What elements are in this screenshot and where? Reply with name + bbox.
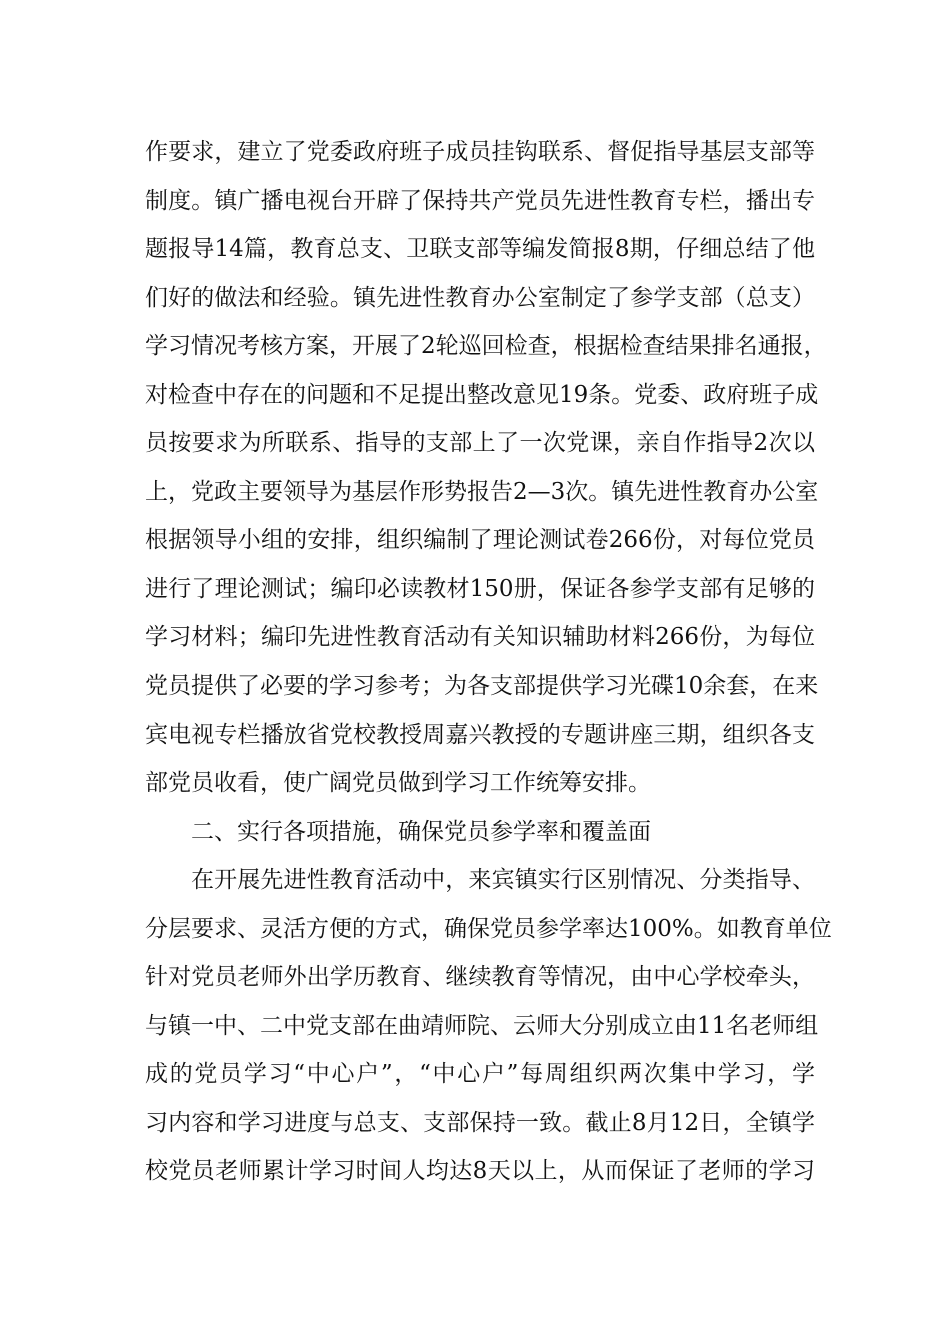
text-line: 进行了理论测试；编印必读教材150册，保证各参学支部有足够的 (145, 575, 815, 602)
text-line: 员按要求为所联系、指导的支部上了一次党课，亲自作指导2次以 (145, 430, 815, 457)
text-line: 与镇一中、二中党支部在曲靖师院、云师大分别成立由11名老师组 (145, 1012, 819, 1039)
text-line: 作要求，建立了党委政府班子成员挂钩联系、督促指导基层支部等 (145, 139, 815, 165)
text-line: 学习材料；编印先进性教育活动有关知识辅助材料266份，为每位 (145, 624, 815, 651)
text-line: 成的党员学习“中心户”，“中心户”每周组织两次集中学习，学 (145, 1061, 815, 1088)
text-line: 们好的做法和经验。镇先进性教育办公室制定了参学支部（总支） (145, 284, 815, 311)
text-line: 上，党政主要领导为基层作形势报告2—3次。镇先进性教育办公室 (145, 478, 819, 505)
body-text (145, 128, 832, 1196)
text-line: 学习情况考核方案，开展了2轮巡回检查，根据检查结果排名通报， (145, 333, 827, 360)
text-line: 党员提供了必要的学习参考；为各支部提供学习光碟10余套，在来 (145, 673, 819, 700)
text-line: 对检查中存在的问题和不足提出整改意见19条。党委、政府班子成 (145, 381, 819, 408)
text-line: 制度。镇广播电视台开辟了保持共产党员先进性教育专栏，播出专 (145, 187, 815, 214)
text-line: 根据领导小组的安排，组织编制了理论测试卷266份，对每位党员 (145, 527, 815, 554)
text-line: 宾电视专栏播放省党校教授周嘉兴教授的专题讲座三期，组织各支 (145, 721, 815, 748)
text-line: 习内容和学习进度与总支、支部保持一致。截止8月12日，全镇学 (145, 1109, 815, 1136)
text-line: 部党员收看，使广阔党员做到学习工作统筹安排。 (145, 770, 651, 797)
text-line: 在开展先进性教育活动中，来宾镇实行区别情况、分类指导、 (191, 867, 815, 894)
text-line: 校党员老师累计学习时间人均达8天以上，从而保证了老师的学习 (145, 1158, 815, 1185)
text-line: 分层要求、灵活方便的方式，确保党员参学率达100%。如教育单位 (145, 915, 832, 942)
text-line: 题报导14篇，教育总支、卫联支部等编发简报8期，仔细总结了他 (145, 236, 815, 263)
section-heading: 二、实行各项措施，确保党员参学率和覆盖面 (191, 818, 651, 845)
text-line: 针对党员老师外出学历教育、继续教育等情况，由中心学校牵头， (145, 964, 815, 991)
